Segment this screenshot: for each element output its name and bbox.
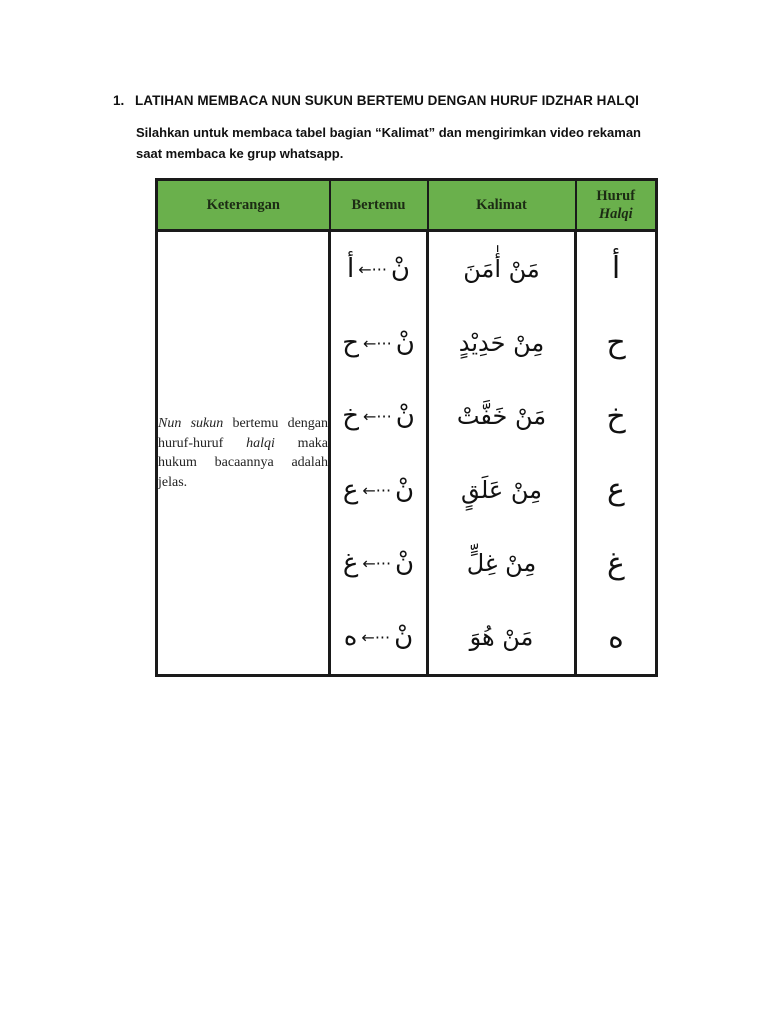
header-keterangan: Keterangan xyxy=(157,180,330,231)
kalimat-cell: مِنْ عَلَقٍ xyxy=(428,453,576,527)
ket-italic-halqi: halqi xyxy=(246,435,275,451)
table-row xyxy=(157,231,657,306)
bertemu-cell xyxy=(330,527,428,601)
huruf-cell: خ xyxy=(576,379,657,453)
kalimat-cell: مِنْ غِلٍّ xyxy=(428,527,576,601)
ket-text-1: bertemu dengan huruf-huruf xyxy=(158,416,328,451)
huruf-cell: ع xyxy=(576,453,657,527)
keterangan-cell xyxy=(157,231,330,676)
arrow-icon: ←··· xyxy=(361,628,391,648)
header-huruf: Huruf xyxy=(596,188,636,204)
huruf-cell: ح xyxy=(576,306,657,380)
bertemu-letter: ه xyxy=(343,622,358,653)
heading-text: LATIHAN MEMBACA NUN SUKUN BERTEMU DENGAN HURUF IDZHAR HALQI xyxy=(135,93,639,108)
instruction-text: Silahkan untuk membaca tabel bagian “Kalimat” dan mengirimkan video rekaman saat membaca ke grup whatsapp. xyxy=(136,125,641,161)
nun-glyph: نْ xyxy=(395,401,415,432)
bertemu-cell xyxy=(330,453,428,527)
bertemu-letter: ح xyxy=(342,327,360,358)
kalimat-cell: مَنْ هُوَ xyxy=(428,600,576,675)
kalimat-cell: مَنْ خَفَّتْ xyxy=(428,379,576,453)
exercise-heading xyxy=(113,93,639,108)
arrow-icon: ←··· xyxy=(362,480,392,500)
header-bertemu: Bertemu xyxy=(330,180,428,231)
header-kalimat: Kalimat xyxy=(428,180,576,231)
nun-glyph: نْ xyxy=(395,327,415,358)
header-huruf-halqi xyxy=(576,180,657,231)
bertemu-cell xyxy=(330,306,428,380)
izhar-halqi-table xyxy=(155,178,658,677)
nun-glyph: نْ xyxy=(394,622,414,653)
huruf-cell: ه xyxy=(576,600,657,675)
arrow-icon: ←··· xyxy=(363,333,392,353)
nun-glyph: نْ xyxy=(390,253,410,284)
bertemu-cell xyxy=(330,231,428,306)
arrow-icon: ←··· xyxy=(363,407,392,427)
kalimat-cell: مَنْ أٰمَنَ xyxy=(428,231,576,306)
heading-number: 1. xyxy=(113,93,125,108)
nun-glyph: نْ xyxy=(395,548,415,579)
bertemu-letter: غ xyxy=(342,548,359,579)
ket-italic-nun-sukun: Nun sukun xyxy=(158,416,224,431)
nun-glyph: نْ xyxy=(395,474,415,505)
arrow-icon: ←··· xyxy=(358,259,387,279)
huruf-cell: غ xyxy=(576,527,657,601)
table-header-row xyxy=(157,180,657,231)
bertemu-cell xyxy=(330,379,428,453)
header-halqi: Halqi xyxy=(598,206,633,222)
bertemu-letter: ع xyxy=(342,474,359,505)
kalimat-cell: مِنْ حَدِيْدٍ xyxy=(428,306,576,380)
arrow-icon: ←··· xyxy=(362,554,392,574)
bertemu-letter: خ xyxy=(342,401,360,432)
bertemu-cell xyxy=(330,600,428,675)
huruf-cell: أ xyxy=(576,231,657,306)
bertemu-letter: أ xyxy=(347,253,355,284)
ket-text-2: maka hukum bacaannya adalah jelas. xyxy=(158,435,328,490)
